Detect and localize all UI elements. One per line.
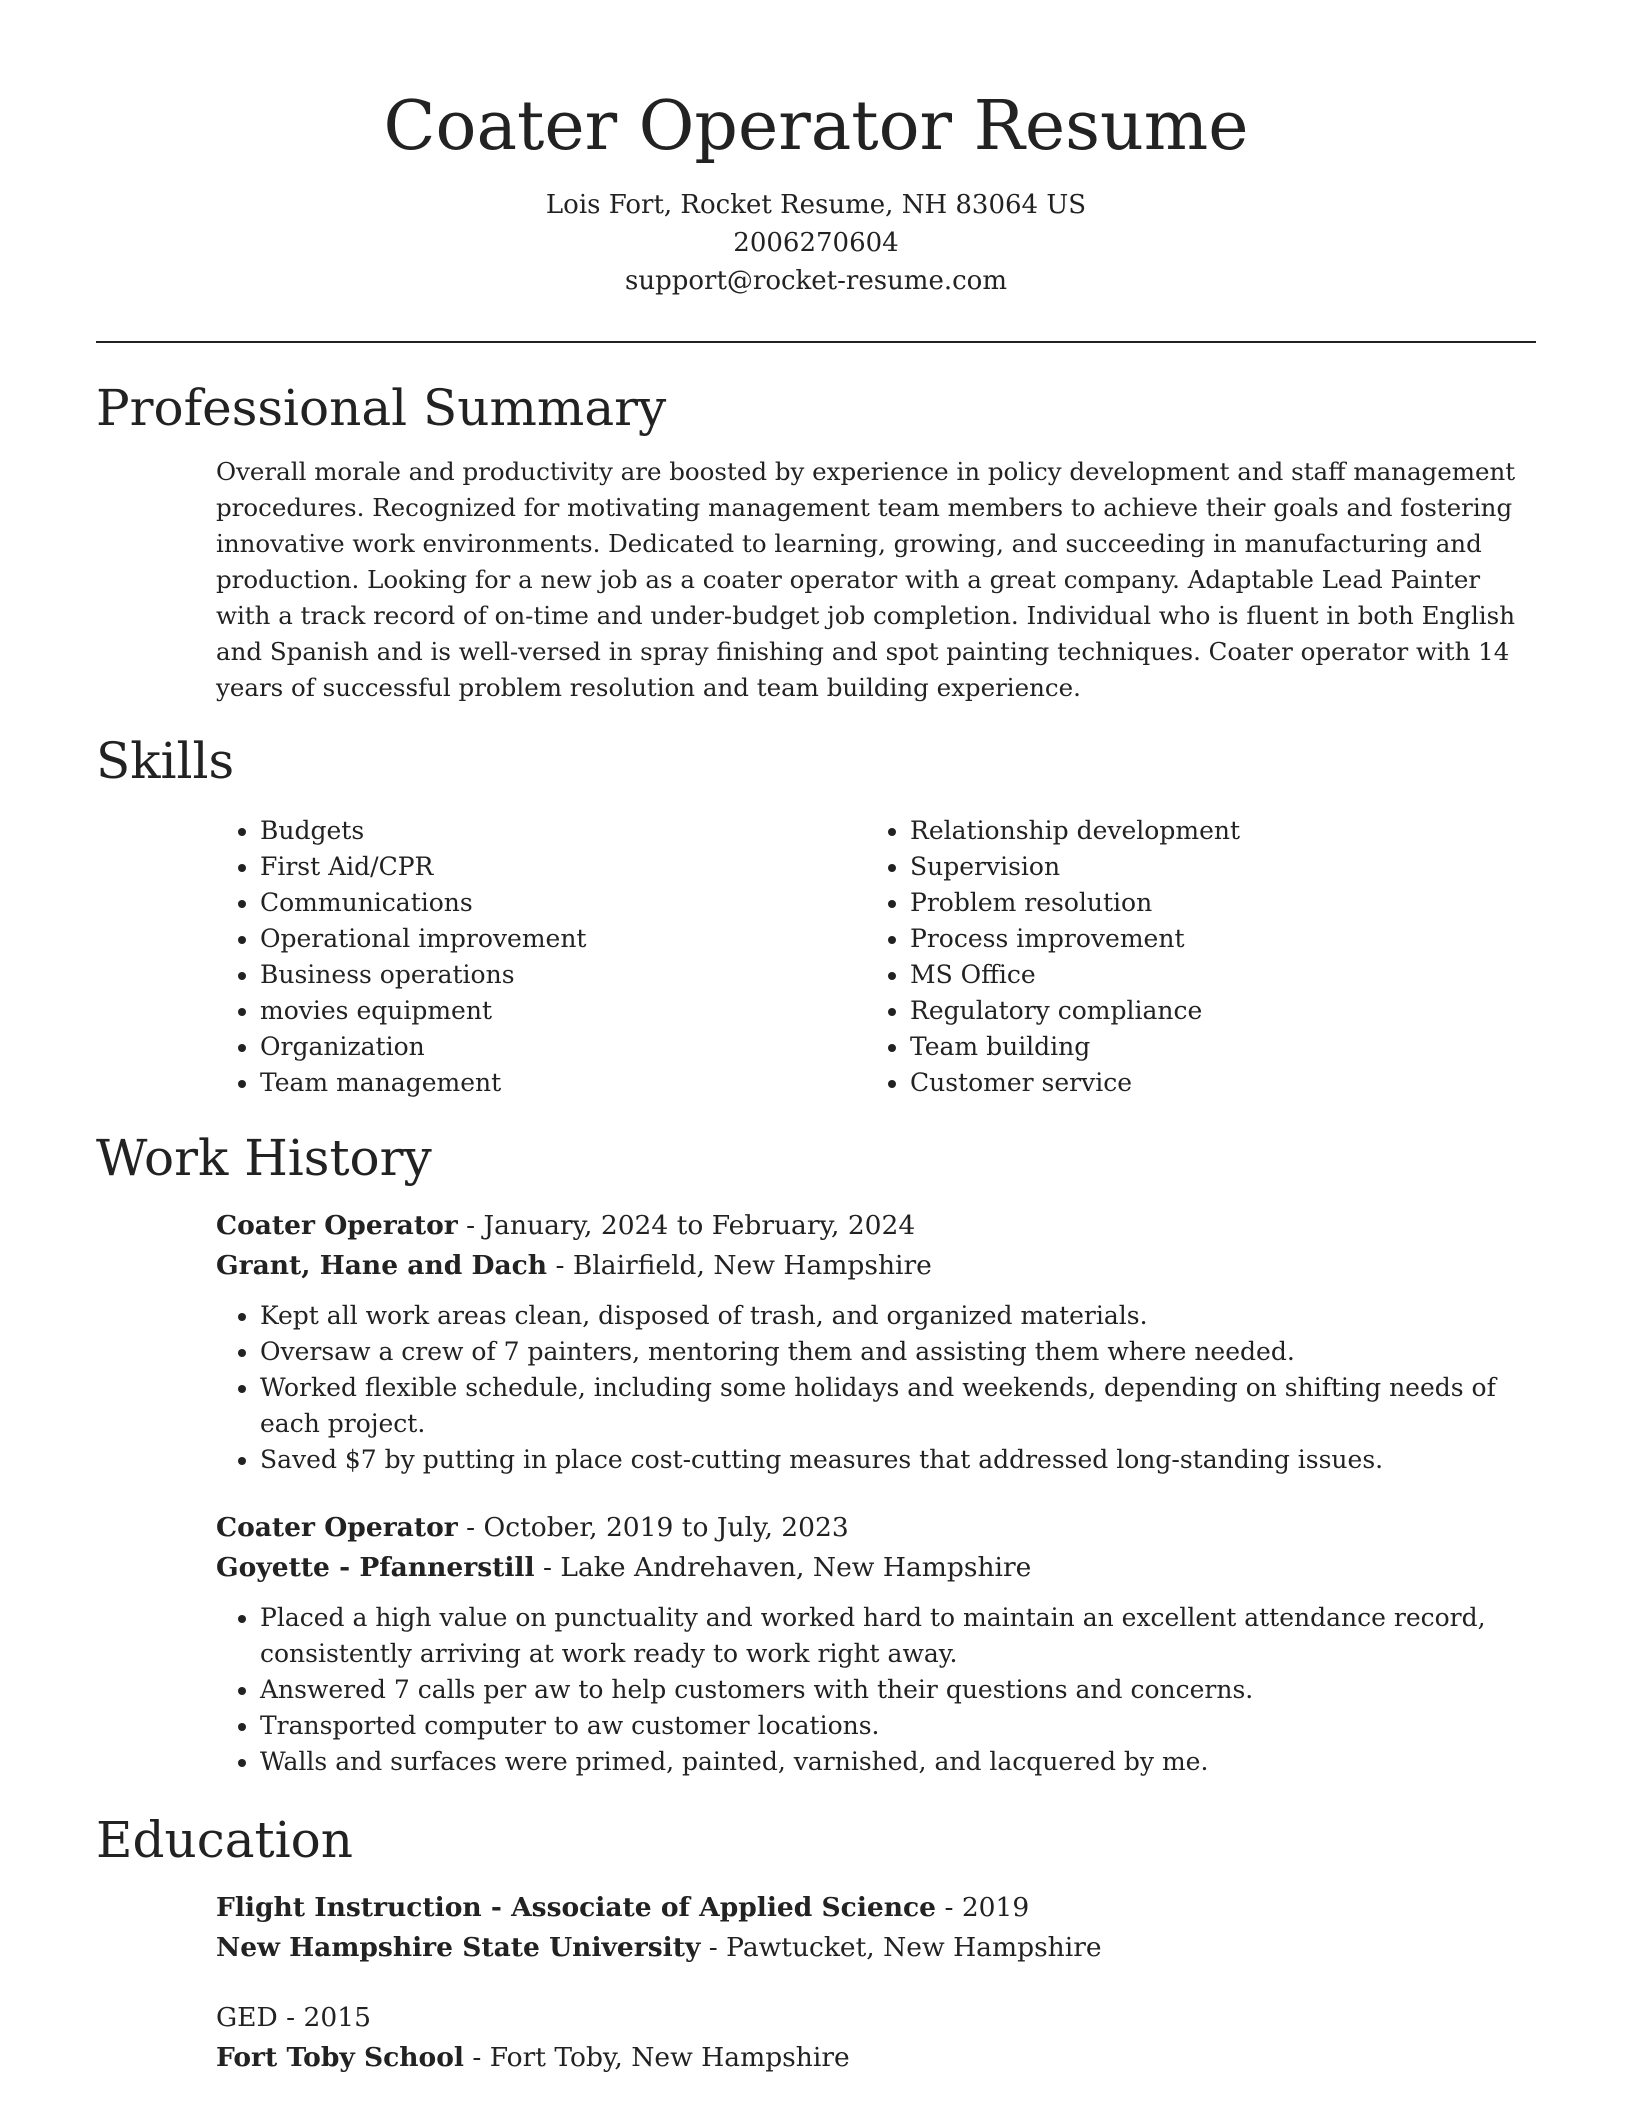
skill-item: • Communications	[260, 885, 866, 921]
skill-item: • Regulatory compliance	[910, 993, 1516, 1029]
job-title: Coater Operator	[216, 1210, 458, 1241]
duty-item: • Walls and surfaces were primed, painted, varnished, and lacquered by me.	[260, 1744, 1536, 1780]
education-school-line	[216, 1928, 1536, 1968]
header-divider	[96, 341, 1536, 343]
duty-item: • Placed a high value on punctuality and worked hard to maintain an excellent attendance record, consistently arriving at work ready to work right away.	[260, 1600, 1536, 1672]
duty-item: • Saved $7 by putting in place cost-cutting measures that addressed long-standing issues.	[260, 1442, 1536, 1478]
skill-item: • Team building	[910, 1029, 1516, 1065]
skills-column-left	[216, 813, 866, 1101]
skill-item: • Organization	[260, 1029, 866, 1065]
duty-item: • Worked flexible schedule, including some holidays and weekends, depending on shifting needs of each project.	[260, 1370, 1536, 1442]
job-company-line	[216, 1548, 1536, 1588]
education-degree: Flight Instruction - Associate of Applied Science	[216, 1892, 937, 1923]
summary-heading: Professional Summary	[96, 379, 667, 437]
duty-item: • Kept all work areas clean, disposed of trash, and organized materials.	[260, 1298, 1536, 1334]
skills-list	[216, 813, 1536, 1101]
contact-phone: 2006270604	[733, 228, 899, 258]
skill-item: • First Aid/CPR	[260, 849, 866, 885]
duty-item: • Answered 7 calls per aw to help customers with their questions and concerns.	[260, 1672, 1536, 1708]
education-school: New Hampshire State University	[216, 1932, 701, 1963]
skill-item: • Problem resolution	[910, 885, 1516, 921]
skill-item: • Process improvement	[910, 921, 1516, 957]
page-title: Coater Operator Resume	[383, 87, 1249, 166]
education-location: - Pawtucket, New Hampshire	[700, 1932, 1102, 1963]
skill-item: • Relationship development	[910, 813, 1516, 849]
education-school-line	[216, 2038, 1536, 2078]
job-entry	[216, 1206, 1536, 1478]
education-entry	[216, 1998, 1536, 2078]
summary-text: Overall morale and productivity are boosted by experience in policy development and staff management procedures. Recognized for motivating management team members to achieve their goals and fostering innovative work environments. Dedicated to learning, growing, and succeeding in manufacturing and production. Looking for a new job as a coater operator with a great company. Adaptable Lead Painter with a track record of on-time and under-budget job completion. Individual who is fluent in both English and Spanish and is well-versed in spray finishing and spot painting techniques. Coater operator with 14 years of successful problem resolution and team building experience.	[216, 457, 1516, 702]
contact-block	[0, 186, 1632, 300]
duty-item: • Transported computer to aw customer locations.	[260, 1708, 1536, 1744]
education-location: - Fort Toby, New Hampshire	[463, 2042, 850, 2073]
skill-item: • Supervision	[910, 849, 1516, 885]
education-year: - 2019	[936, 1892, 1030, 1923]
work-history-section	[96, 1128, 1536, 1780]
spacer	[96, 1968, 1536, 1998]
skill-item: • Business operations	[260, 957, 866, 993]
education-entry	[216, 1888, 1536, 1968]
job-company-line	[216, 1246, 1536, 1286]
skill-item: • movies equipment	[260, 993, 866, 1029]
job-title: Coater Operator	[216, 1512, 458, 1543]
job-entry	[216, 1508, 1536, 1780]
job-duties	[216, 1600, 1536, 1780]
contact-address: Lois Fort, Rocket Resume, NH 83064 US	[545, 190, 1087, 220]
skill-item: • Budgets	[260, 813, 866, 849]
job-title-line	[216, 1508, 1536, 1548]
education-school: Fort Toby School	[216, 2042, 464, 2073]
job-location: - Lake Andrehaven, New Hampshire	[534, 1552, 1032, 1583]
work-history-heading: Work History	[96, 1129, 432, 1187]
job-dates: - October, 2019 to July, 2023	[457, 1512, 849, 1543]
job-dates: - January, 2024 to February, 2024	[457, 1210, 916, 1241]
skill-item: • MS Office	[910, 957, 1516, 993]
job-company: Grant, Hane and Dach	[216, 1250, 548, 1281]
education-degree-line	[216, 1888, 1536, 1928]
job-duties	[216, 1298, 1536, 1478]
duty-item: • Oversaw a crew of 7 painters, mentoring them and assisting them where needed.	[260, 1334, 1536, 1370]
skill-item: • Operational improvement	[260, 921, 866, 957]
education-heading: Education	[96, 1811, 353, 1869]
education-year: GED - 2015	[216, 2002, 372, 2033]
skill-item: • Team management	[260, 1065, 866, 1101]
job-title-line	[216, 1206, 1536, 1246]
skills-section	[96, 731, 1536, 1101]
job-company: Goyette - Pfannerstill	[216, 1552, 535, 1583]
resume-header	[0, 0, 1632, 300]
education-section	[96, 1810, 1536, 2078]
contact-email: support@rocket-resume.com	[624, 266, 1007, 296]
summary-section	[96, 378, 1536, 706]
skill-item: • Customer service	[910, 1065, 1516, 1101]
skills-heading: Skills	[96, 732, 235, 790]
job-location: - Blairfield, New Hampshire	[547, 1250, 932, 1281]
skills-column-right	[866, 813, 1516, 1101]
education-degree-line	[216, 1998, 1536, 2038]
